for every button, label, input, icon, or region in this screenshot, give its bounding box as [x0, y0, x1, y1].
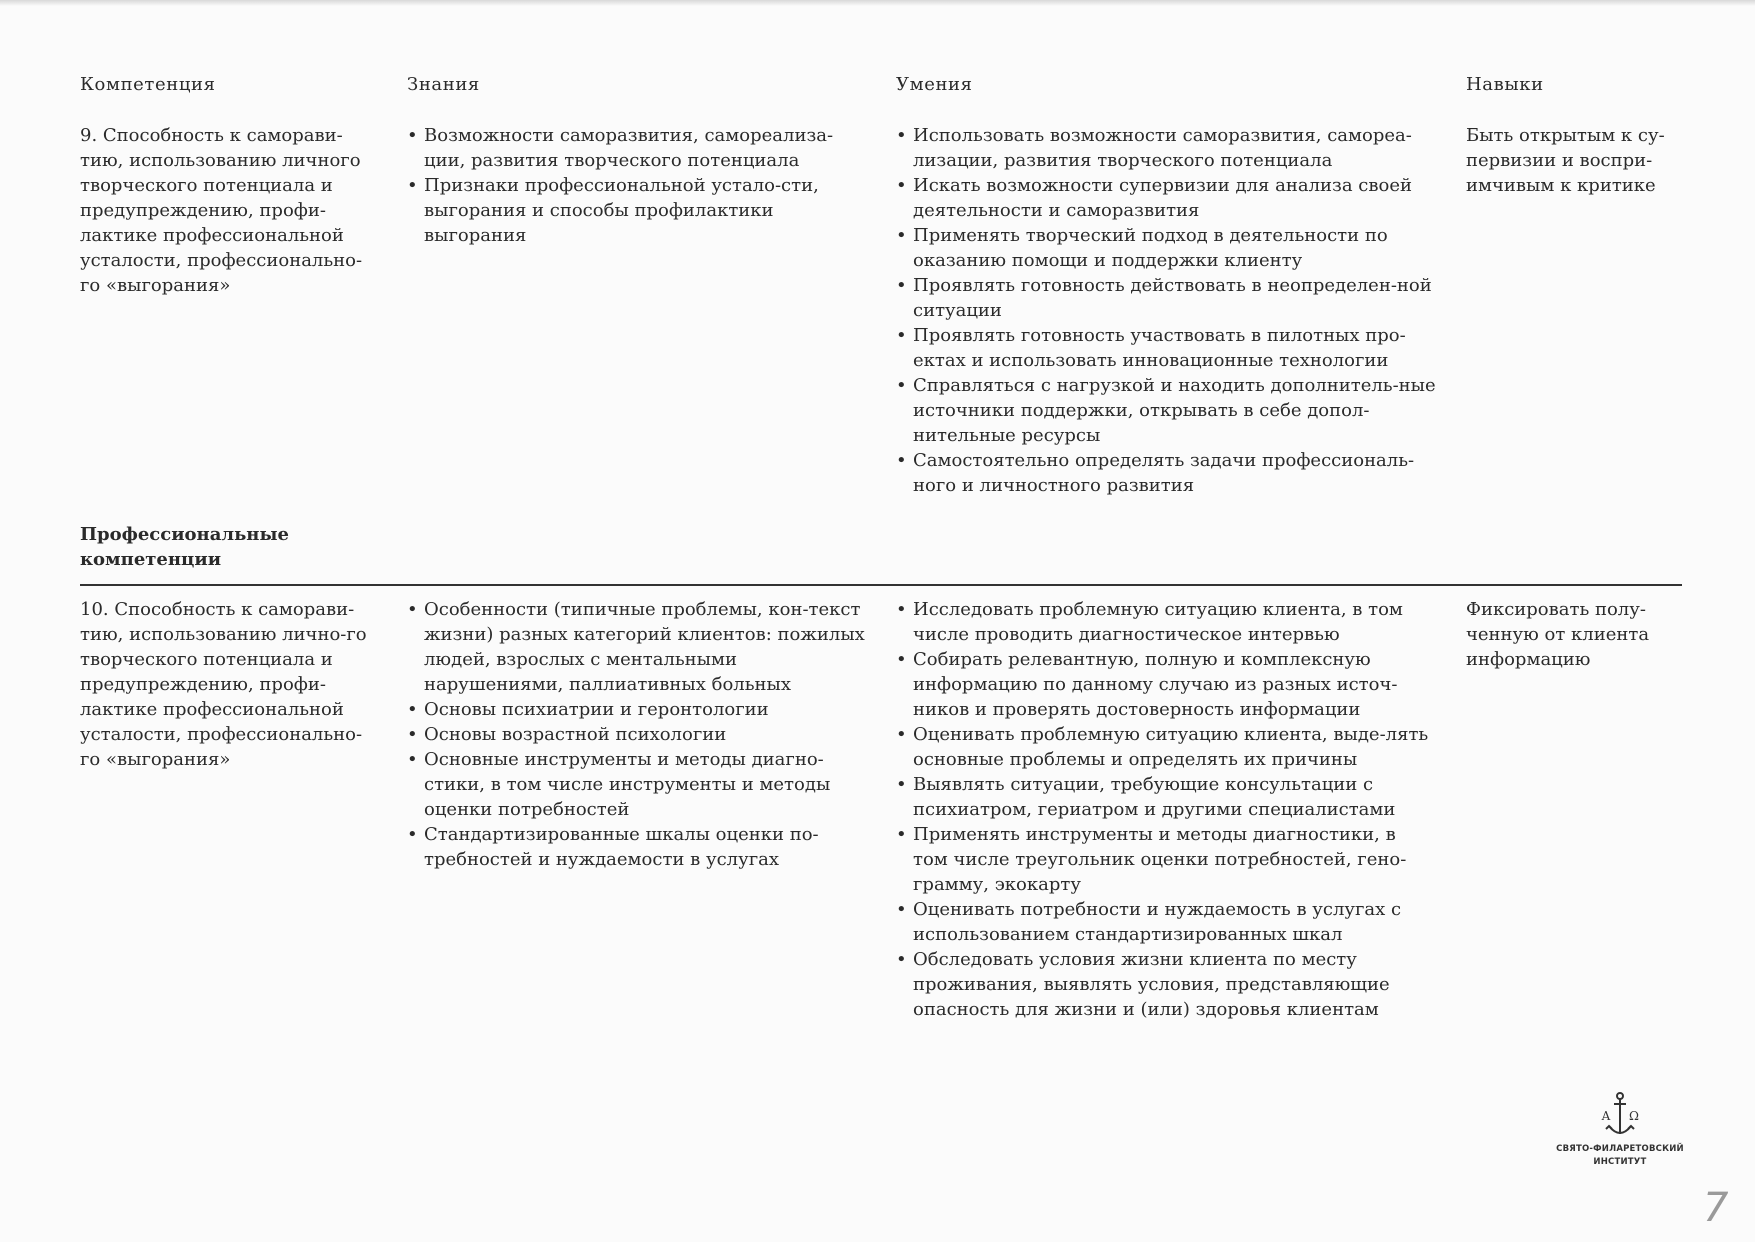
row1-knowledge [407, 123, 867, 248]
list-item: • Обследовать условия жизни клиента по месту проживания, выявлять условия, представляющие опасность для жизни и (или) здоровья клиентам [896, 947, 1436, 1022]
row2-skills: Фиксировать полу-ченную от клиента информацию [1466, 599, 1650, 670]
divider [80, 584, 1682, 586]
list-item: • Справляться с нагрузкой и находить дополнитель-ные источники поддержки, открывать в себе допол-нительные ресурсы [896, 373, 1436, 448]
list-item: • Проявлять готовность участвовать в пилотных про-ектах и использовать инновационные технологии [896, 323, 1436, 373]
omega-letter: Ω [1629, 1109, 1639, 1123]
section-title: Профессиональные компетенции [80, 524, 289, 570]
header-competence: Компетенция [80, 74, 216, 95]
institute-logo [1555, 1090, 1685, 1168]
list-item: • Основные инструменты и методы диагно-стики, в том числе инструменты и методы оценки потребностей [407, 747, 867, 822]
list-item: • Основы психиатрии и геронтологии [407, 697, 867, 722]
logo-text-line1: СВЯТО-ФИЛАРЕТОВСКИЙ [1556, 1144, 1684, 1154]
list-item: • Применять инструменты и методы диагностики, в том числе треугольник оценки потребностей, гено-грамму, экокарту [896, 822, 1436, 897]
list-item: • Проявлять готовность действовать в неопределен-ной ситуации [896, 273, 1436, 323]
anchor-icon [1590, 1090, 1650, 1142]
row2-abilities [896, 597, 1436, 1022]
list-item: • Возможности саморазвития, самореализа-ции, развития творческого потенциала [407, 123, 867, 173]
list-item: • Оценивать проблемную ситуацию клиента, выде-лять основные проблемы и определять их причины [896, 722, 1436, 772]
row1-skills: Быть открытым к су-первизии и воспри-имчивым к критике [1466, 125, 1665, 196]
header-skills: Навыки [1466, 74, 1544, 95]
row2-knowledge [407, 597, 867, 872]
list-item: • Особенности (типичные проблемы, кон-текст жизни) разных категорий клиентов: пожилых людей, взрослых с ментальными нарушениями, паллиативных больных [407, 597, 867, 697]
list-item: • Признаки профессиональной устало-сти, выгорания и способы профилактики выгорания [407, 173, 867, 248]
list-item: • Стандартизированные шкалы оценки по-требностей и нуждаемости в услугах [407, 822, 867, 872]
list-item: • Исследовать проблемную ситуацию клиента, в том числе проводить диагностическое интервью [896, 597, 1436, 647]
list-item: • Применять творческий подход в деятельности по оказанию помощи и поддержки клиенту [896, 223, 1436, 273]
alpha-letter: A [1601, 1109, 1611, 1123]
page-number: 7 [1703, 1185, 1729, 1231]
row2-competence: 10. Способность к саморави-тию, использованию лично-го творческого потенциала и предупреждению, профи-лактике профессиональной усталости, профессионально-го «выгорания» [80, 599, 367, 770]
row1-abilities [896, 123, 1436, 498]
list-item: • Основы возрастной психологии [407, 722, 867, 747]
header-knowledge: Знания [407, 74, 480, 95]
row1-competence: 9. Способность к саморави-тию, использованию личного творческого потенциала и предупреждению, профи-лактике профессиональной усталости, профессионально-го «выгорания» [80, 125, 363, 296]
list-item: • Самостоятельно определять задачи профессиональ-ного и личностного развития [896, 448, 1436, 498]
logo-text-line2: ИНСТИТУТ [1593, 1157, 1647, 1167]
list-item: • Выявлять ситуации, требующие консультации с психиатром, гериатром и другими специалистами [896, 772, 1436, 822]
header-abilities: Умения [896, 74, 973, 95]
list-item: • Оценивать потребности и нуждаемость в услугах с использованием стандартизированных шкал [896, 897, 1436, 947]
scan-edge [0, 0, 1755, 6]
list-item: • Искать возможности супервизии для анализа своей деятельности и саморазвития [896, 173, 1436, 223]
list-item: • Использовать возможности саморазвития, самореа-лизации, развития творческого потенциала [896, 123, 1436, 173]
list-item: • Собирать релевантную, полную и комплексную информацию по данному случаю из разных источ-ников и проверять достоверность информации [896, 647, 1436, 722]
